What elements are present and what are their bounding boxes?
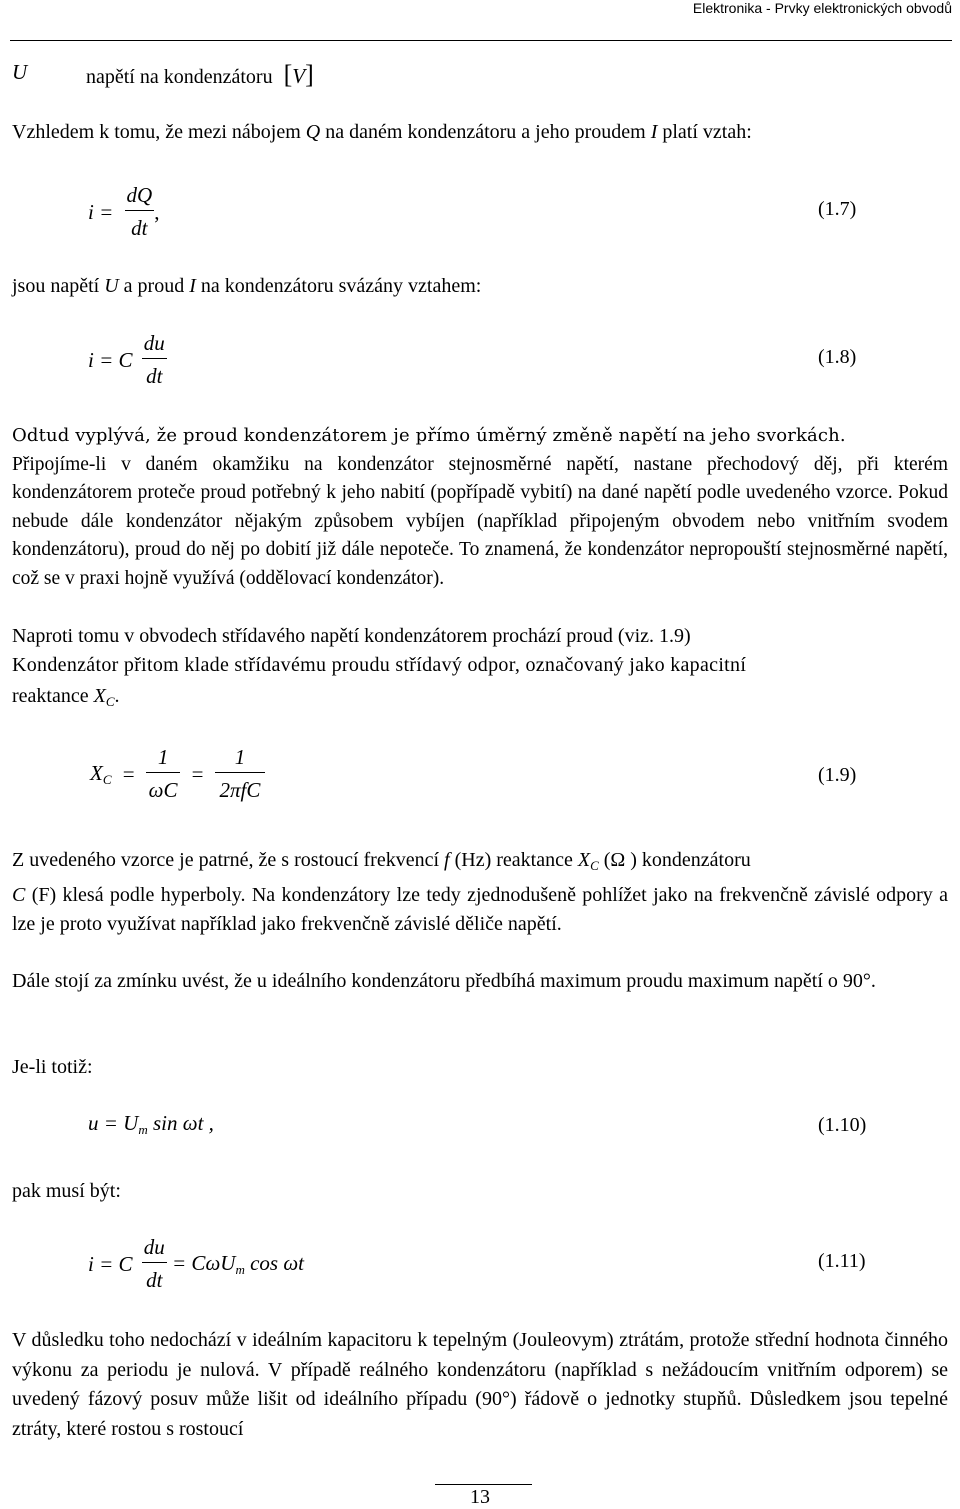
equation-number-1-10: (1.10) [818, 1114, 867, 1136]
line-kondenzator: Kondenzátor přitom klade střídavému proudu střídavý odpor, označovaný jako kapacitní [12, 654, 747, 676]
equation-number-1-7: (1.7) [818, 198, 857, 220]
paragraph-pak: pak musí být: [12, 1180, 121, 1202]
def-description: napětí na kondenzátoru [V] [86, 60, 314, 89]
paragraph-odtud: Odtud vyplývá, že proud kondenzátorem je přímo úměrný změně napětí na jeho svorkách. [12, 425, 846, 446]
line-naproti: Naproti tomu v obvodech střídavého napětí kondenzátorem prochází proud (viz. 1.9) [12, 625, 691, 647]
header-rule [10, 40, 952, 41]
equation-number-1-8: (1.8) [818, 346, 857, 368]
equation-number-1-9: (1.9) [818, 764, 857, 786]
paragraph-relation: jsou napětí U a proud I na kondenzátoru svázány vztahem: [12, 275, 482, 297]
def-symbol: U [12, 60, 28, 84]
paragraph-dale: Dále stojí za zmínku uvést, že u ideálního kondenzátoru předbíhá maximum proudu maximum napětí o 90°. [12, 970, 876, 992]
page-header: Elektronika - Prvky elektronických obvodů [692, 0, 952, 16]
paragraph-je-li: Je-li totiž: [12, 1056, 93, 1078]
paragraph-pripojime: Připojíme-li v daném okamžiku na kondenzátor stejnosměrné napětí, nastane přechodový děj, při kterém kondenzátorem proteče proud potřebný k jeho nabití (popřípadě vybití) na dané napětí podle uvedeného vzorce. Pokud nebude dále kondenzátor nějakým způsobem vybíjen (například připojeným obvodem nebo vnitřním svodem kondenzátoru), proud do něj po dobití již dále nepoteče. To znamená, že kondenzátor nepropouští stejnosměrné napětí, což se v praxi hojně využívá (oddělovací kondenzátor). [12, 454, 948, 589]
paragraph-z-uvedeneho-l1: Z uvedeného vzorce je patrné, že s rostoucí frekvencí f (Hz) reaktance $X_C$ (Ω ) kondenzátoru [12, 849, 751, 873]
equation-1-8: i = C $\frac{du}{dt}$ [88, 328, 167, 393]
equation-1-7: i = $\frac{dQ}{dt}$ , [88, 180, 159, 245]
equation-1-10: $u = U_m$ sin ωt , [88, 1111, 214, 1137]
paragraph-z-uvedeneho-rest: C (F) klesá podle hyperboly. Na kondenzátory lze tedy zjednodušeně pohlížet jako na frekvenčně závislé odpory a lze je proto využívat například jako frekvenčně závislé děliče napětí. [12, 884, 948, 935]
line-reaktance: reaktance $X_C$. [12, 685, 120, 709]
footer-rule [435, 1484, 532, 1485]
paragraph-v-dusledku: V důsledku toho nedochází v ideálním kapacitoru k tepelným (Jouleovym) ztrátám, protože střední hodnota činného výkonu za periodu je nulová. V případě reálného kondenzátoru (například s nežádoucím vnitřním odporem) se uvedený fázový posuv může lišit od ideálního případu (90°) řádově o jednotky stupňů. Důsledkem jsou tepelné ztráty, které rostou s rostoucí [12, 1329, 948, 1440]
page-number: 13 [470, 1486, 490, 1508]
paragraph-intro: Vzhledem k tomu, že mezi nábojem Q na daném kondenzátoru a jeho proudem I platí vztah: [12, 121, 752, 143]
equation-1-9: $X_C$ = $\frac{1}{\omega C}$ = $\frac{1}{\text{2πfC}}$ [90, 742, 265, 807]
equation-1-11: i = C $\frac{du}{dt}$ = CωU$_m$ cos ωt [88, 1232, 304, 1297]
equation-number-1-11: (1.11) [818, 1250, 866, 1272]
